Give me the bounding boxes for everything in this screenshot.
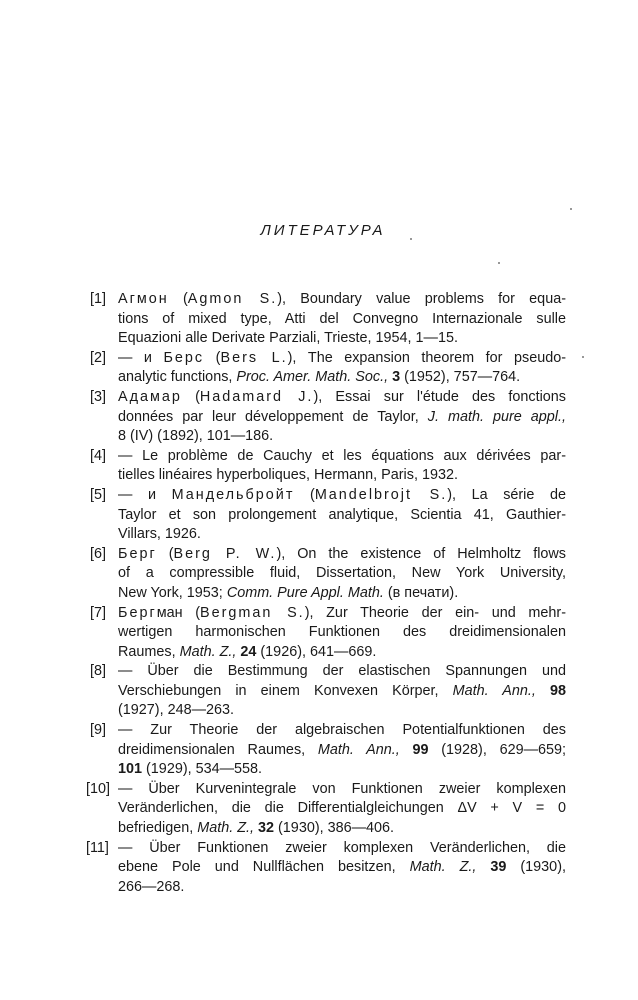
reference-line: Equazioni alle Derivate Parziali, Trieste, 1954, 1—15. — [118, 330, 458, 347]
reference-line: ebene Pole und Nullflächen besitzen, Math. Z., 39 (1930), — [118, 859, 566, 876]
reference-line: 266—268. — [118, 878, 185, 895]
reference-entry — [90, 349, 566, 388]
reference-number: [1] — [90, 291, 106, 307]
reference-entry — [90, 545, 566, 604]
reference-line: tielles linéaires hyperboliques, Hermann, Paris, 1932. — [118, 467, 458, 484]
reference-line: 101 (1929), 534—558. — [118, 761, 263, 778]
reference-number: [2] — [90, 349, 106, 366]
reference-line: New York, 1953; Comm. Pure Appl. Math. (в печати). — [118, 584, 459, 601]
reference-line: Агмон (Agmon S.), Boundary value problems for equa- — [118, 291, 566, 307]
reference-line: wertigen harmonischen Funktionen des dreidimensionalen — [118, 624, 566, 641]
reference-entry — [90, 662, 566, 721]
reference-list — [86, 290, 567, 897]
reference-entry — [90, 721, 566, 780]
reference-line: — Über Kurvenintegrale von Funktionen zweier komplexen — [118, 780, 566, 797]
page-title: ЛИТЕРАТУРА — [260, 222, 386, 239]
print-speck — [570, 208, 572, 210]
reference-line: — Über die Bestimmung der elastischen Spannungen und — [118, 663, 566, 680]
reference-line: Taylor et son prolongement analytique, Scientia 41, Gauthier- — [118, 506, 566, 523]
reference-line: — Über Funktionen zweier komplexen Veränderlichen, die — [118, 839, 566, 856]
print-speck — [498, 262, 500, 264]
reference-line: — Le problème de Cauchy et les équations aux dérivées par- — [118, 447, 566, 464]
reference-line: (1927), 248—263. — [118, 702, 235, 719]
reference-number: [8] — [90, 663, 106, 680]
reference-line: of a compressible fluid, Dissertation, New York University, — [118, 565, 566, 582]
reference-line: — Zur Theorie der algebraischen Potentialfunktionen des — [118, 722, 566, 739]
print-speck — [582, 356, 584, 358]
reference-number: [6] — [90, 545, 106, 562]
reference-entry — [86, 839, 566, 898]
reference-number: [11] — [86, 839, 109, 856]
reference-number: [5] — [90, 486, 106, 503]
reference-line: Villars, 1926. — [118, 526, 201, 543]
reference-entry — [90, 290, 566, 349]
reference-line: tions of mixed type, Atti del Convegno Internazionale sulle — [118, 310, 566, 327]
reference-line: Адамар (Hadamard J.), Essai sur l'étude des fonctions — [118, 388, 567, 405]
reference-line: befriedigen, Math. Z., 32 (1930), 386—406. — [118, 820, 395, 837]
reference-line: Берг (Berg P. W.), On the existence of Helmholtz flows — [118, 545, 567, 562]
reference-line: dreidimensionalen Raumes, Math. Ann., 99 (1928), 629—659; — [118, 741, 566, 758]
reference-line: Raumes, Math. Z., 24 (1926), 641—669. — [118, 643, 377, 660]
reference-number: [4] — [90, 447, 106, 464]
reference-line: Veränderlichen, die die Differentialgleichungen ΔV + V = 0 — [118, 800, 566, 817]
reference-line: 8 (IV) (1892), 101—186. — [118, 428, 274, 445]
reference-number: [7] — [90, 604, 106, 621]
reference-line: — и Берс (Bers L.), The expansion theorem for pseudo- — [118, 349, 567, 366]
reference-line: analytic functions, Proc. Amer. Math. Soc., 3 (1952), 757—764. — [118, 369, 521, 386]
reference-number: [3] — [90, 388, 106, 405]
print-speck — [410, 238, 412, 240]
reference-line: données par leur développement de Taylor, J. math. pure appl., — [118, 408, 567, 425]
reference-line: Бергман (Bergman S.), Zur Theorie der ein- und mehr- — [118, 604, 566, 621]
reference-entry — [90, 604, 566, 663]
reference-line: Verschiebungen in einem Konvexen Körper, Math. Ann., 98 — [118, 682, 566, 699]
reference-entry — [90, 447, 566, 486]
reference-line: — и Мандельбройт (Mandelbrojt S.), La série de — [118, 486, 566, 503]
reference-entry — [86, 780, 566, 839]
reference-entry — [90, 486, 566, 545]
reference-number: [9] — [90, 722, 106, 739]
reference-number: [10] — [86, 780, 111, 797]
reference-entry — [90, 388, 566, 447]
